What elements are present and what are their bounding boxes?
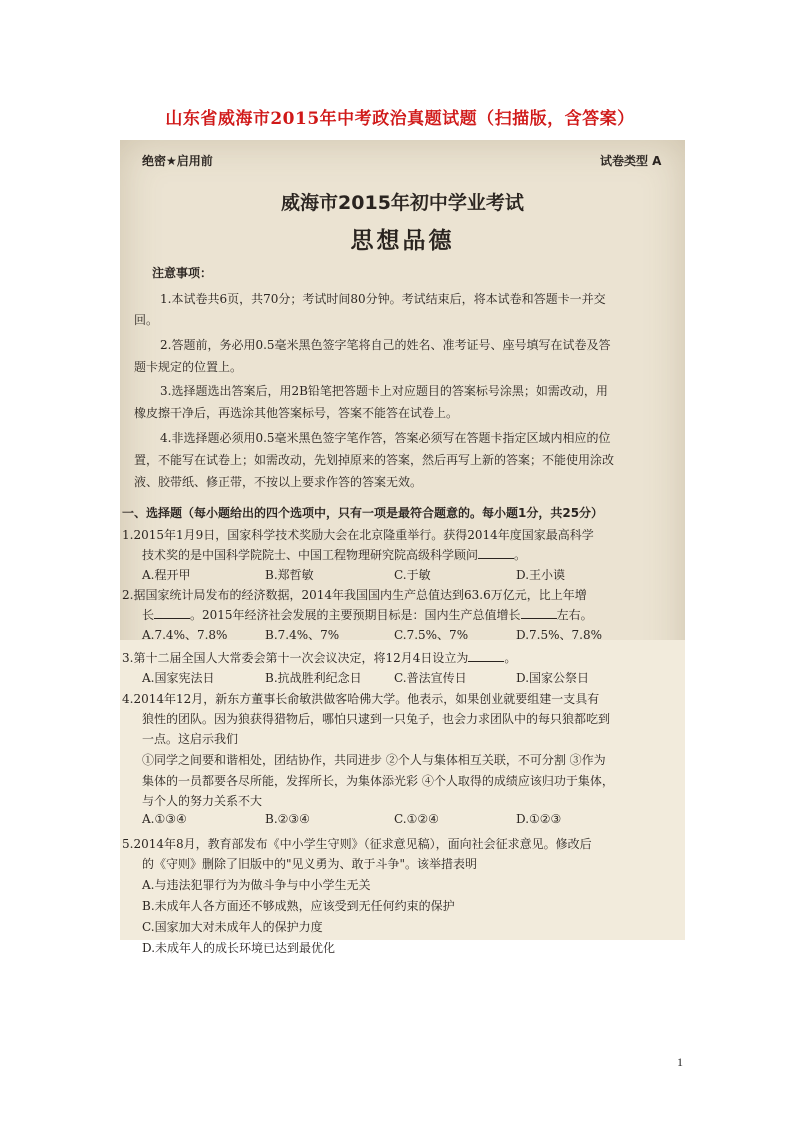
question-text: 左右。 — [556, 608, 593, 622]
note-line: 1.本试卷共6页，共70分；考试时间80分钟。考试结束后，将本试卷和答题卡一并交 — [160, 292, 606, 306]
option-a: A.与违法犯罪行为为做斗争与中小学生无关 — [142, 878, 371, 892]
option-a: A.程开甲 — [142, 568, 191, 582]
note-line: 2.答题前，务必用0.5毫米黑色签字笔将自己的姓名、准考证号、座号填写在试卷及答 — [160, 338, 611, 352]
question-text: 。 — [514, 548, 527, 562]
option-c: C.①②④ — [394, 812, 439, 826]
option-c: C.国家加大对未成年人的保护力度 — [142, 920, 323, 934]
option-c: C.于敏 — [394, 568, 431, 582]
option-d: D.未成年人的成长环境已达到最优化 — [142, 941, 336, 955]
question-line — [142, 606, 593, 623]
question-line: 4.2014年12月，新东方董事长俞敏洪做客哈佛大学。他表示，如果创业就要组建一支具有 — [122, 692, 600, 706]
question-line: 1.2015年1月9日，国家科学技术奖励大会在北京隆重举行。获得2014年度国家最高科学 — [122, 528, 594, 542]
answer-blank — [478, 548, 514, 559]
question-line: ①同学之间要和谐相处，团结协作，共同进步 ②个人与集体相互关联，不可分割 ③作为 — [142, 753, 606, 767]
question-line — [122, 649, 516, 666]
option-a: A.国家宪法日 — [142, 671, 215, 685]
option-d: D.①②③ — [516, 812, 562, 826]
scanned-exam-page — [120, 140, 685, 955]
question-text: 3.第十二届全国人大常委会第十一次会议决定，将12月4日设立为 — [122, 651, 469, 665]
notes-heading: 注意事项： — [152, 266, 213, 280]
option-d: D.国家公祭日 — [516, 671, 590, 685]
question-line — [142, 546, 526, 563]
question-line: 2.据国家统计局发布的经济数据，2014年我国国内生产总值达到63.6万亿元，比上年增 — [122, 588, 587, 602]
note-line: 置，不能写在试卷上；如需改动，先划掉原来的答案，然后再写上新的答案；不能使用涂改 — [134, 453, 615, 467]
question-text: 技术奖的是中国科学院院士、中国工程物理研究院高级科学顾问 — [142, 548, 479, 562]
option-b: B.②③④ — [265, 812, 310, 826]
question-line: 5.2014年8月，教育部发布《中小学生守则》（征求意见稿），面向社会征求意见。修改后 — [122, 837, 592, 851]
section-heading: 一、选择题（每小题给出的四个选项中，只有一项是最符合题意的。每小题1分，共25分） — [122, 506, 604, 520]
answer-blank — [154, 608, 190, 619]
question-line: 的《守则》删除了旧版中的"见义勇为、敢于斗争"。该举措表明 — [142, 857, 478, 871]
note-line: 液、胶带纸、修正带，不按以上要求作答的答案无效。 — [134, 475, 423, 489]
question-line: 狼性的团队。因为狼获得猎物后，哪怕只逮到一只兔子，也会力求团队中的每只狼都吃到 — [142, 712, 611, 726]
option-b: B.7.4%、7% — [265, 628, 340, 642]
question-line: 与个人的努力关系不大 — [142, 794, 263, 808]
question-text: 。2015年经济社会发展的主要预期目标是：国内生产总值增长 — [190, 608, 521, 622]
answer-blank — [521, 608, 557, 619]
question-text: 长 — [142, 608, 155, 622]
note-line: 4.非选择题必须用0.5毫米黑色签字笔作答，答案必须写在答题卡指定区域内相应的位 — [160, 431, 611, 445]
option-c: C.普法宣传日 — [394, 671, 467, 685]
note-line: 回。 — [134, 313, 159, 327]
exam-subject: 思想品德 — [350, 228, 455, 254]
document-title: 山东省威海市2015年中考政治真题试题（扫描版，含答案） — [165, 109, 635, 129]
secret-mark: 绝密★启用前 — [142, 154, 213, 168]
exam-title: 威海市2015年初中学业考试 — [281, 192, 524, 214]
paper-type: 试卷类型 A — [600, 154, 662, 168]
note-line: 3.选择题选出答案后，用2B铅笔把答题卡上对应题目的答案标号涂黑；如需改动，用 — [160, 384, 608, 398]
answer-blank — [468, 651, 504, 662]
option-c: C.7.5%、7% — [394, 628, 469, 642]
note-line: 题卡规定的位置上。 — [134, 360, 243, 374]
option-a: A.7.4%、7.8% — [142, 628, 228, 642]
question-text: 。 — [504, 651, 517, 665]
option-d: D.王小谟 — [516, 568, 566, 582]
option-b: B.未成年人各方面还不够成熟，应该受到无任何约束的保护 — [142, 899, 455, 913]
option-d: D.7.5%、7.8% — [516, 628, 602, 642]
question-line: 一点。这启示我们 — [142, 732, 239, 746]
note-line: 橡皮擦干净后，再选涂其他答案标号，答案不能答在试卷上。 — [134, 406, 459, 420]
question-line: 集体的一员都要各尽所能，发挥所长，为集体添光彩 ④个人取得的成绩应该归功于集体， — [142, 774, 614, 788]
option-b: B.抗战胜利纪念日 — [265, 671, 362, 685]
option-a: A.①③④ — [142, 812, 187, 826]
option-b: B.郑哲敏 — [265, 568, 314, 582]
page-number: 1 — [677, 1055, 683, 1069]
